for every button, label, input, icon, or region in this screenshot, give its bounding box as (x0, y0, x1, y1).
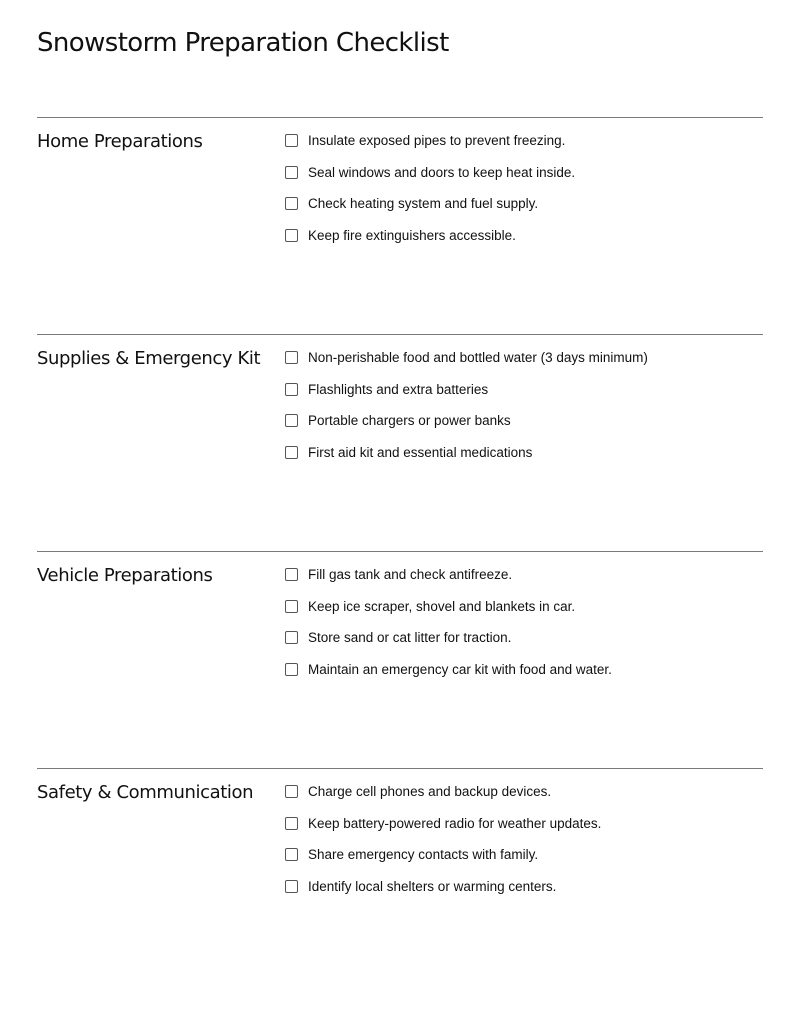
checklist-item-label: Identify local shelters or warming centers. (308, 878, 557, 894)
checklist-item[interactable] (285, 195, 575, 227)
checkbox[interactable] (285, 383, 298, 396)
checklist (285, 132, 575, 258)
checklist-item-label: Share emergency contacts with family. (308, 847, 539, 862)
checkbox[interactable] (285, 134, 298, 147)
checklist-item[interactable] (285, 381, 648, 413)
checkbox[interactable] (285, 351, 298, 364)
checkbox[interactable] (285, 446, 298, 459)
checkbox[interactable] (285, 600, 298, 613)
checklist-item[interactable] (285, 412, 648, 444)
section-title: Safety & Communication (37, 782, 254, 803)
section-divider (37, 117, 763, 118)
checklist-item[interactable] (285, 349, 648, 381)
checkbox[interactable] (285, 568, 298, 581)
checkbox[interactable] (285, 817, 298, 830)
checklist-item[interactable] (285, 629, 612, 661)
checklist-item[interactable] (285, 566, 612, 598)
checkbox[interactable] (285, 197, 298, 210)
checkbox[interactable] (285, 166, 298, 179)
checklist-item-label: Fill gas tank and check antifreeze. (308, 567, 513, 582)
checklist-item[interactable] (285, 878, 601, 910)
checklist-item-label: Portable chargers or power banks (308, 413, 511, 428)
checklist (285, 783, 601, 909)
checklist-item[interactable] (285, 783, 601, 815)
checklist-item[interactable] (285, 227, 575, 259)
checklist-item-label: Flashlights and extra batteries (308, 381, 489, 397)
checkbox[interactable] (285, 848, 298, 861)
checkbox[interactable] (285, 229, 298, 242)
section-supplies-emergency-kit (37, 334, 763, 551)
checklist-item-label: Maintain an emergency car kit with food and water. (308, 661, 612, 677)
checklist-item-label: Charge cell phones and backup devices. (308, 784, 552, 799)
checklist-item-label: Keep fire extinguishers accessible. (308, 227, 516, 243)
checklist-item-label: Check heating system and fuel supply. (308, 196, 539, 211)
checklist-item[interactable] (285, 815, 601, 847)
section-vehicle-preparations (37, 551, 763, 768)
checklist-item[interactable] (285, 132, 575, 164)
checklist-item[interactable] (285, 164, 575, 196)
checklist-item-label: Non-perishable food and bottled water (3 days minimum) (308, 350, 648, 365)
section-title: Vehicle Preparations (37, 565, 213, 586)
section-safety-communication (37, 768, 763, 985)
checklist-item[interactable] (285, 444, 648, 476)
checkbox[interactable] (285, 631, 298, 644)
section-divider (37, 551, 763, 552)
checklist-item-label: Insulate exposed pipes to prevent freezing. (308, 133, 566, 148)
checklist-item-label: Keep battery-powered radio for weather updates. (308, 815, 602, 831)
checkbox[interactable] (285, 880, 298, 893)
checklist-item-label: Store sand or cat litter for traction. (308, 630, 512, 645)
checklist (285, 566, 612, 692)
checkbox[interactable] (285, 414, 298, 427)
checkbox[interactable] (285, 663, 298, 676)
checklist-item[interactable] (285, 846, 601, 878)
checklist-item[interactable] (285, 661, 612, 693)
section-title: Supplies & Emergency Kit (37, 348, 261, 369)
section-divider (37, 334, 763, 335)
section-title: Home Preparations (37, 131, 203, 152)
checklist-item-label: Seal windows and doors to keep heat inside. (308, 164, 576, 180)
checkbox[interactable] (285, 785, 298, 798)
checklist-item-label: First aid kit and essential medications (308, 444, 533, 460)
section-home-preparations (37, 117, 763, 334)
checklist-item-label: Keep ice scraper, shovel and blankets in car. (308, 598, 576, 614)
section-divider (37, 768, 763, 769)
checklist-item[interactable] (285, 598, 612, 630)
page-title: Snowstorm Preparation Checklist (37, 28, 449, 58)
checklist (285, 349, 648, 475)
